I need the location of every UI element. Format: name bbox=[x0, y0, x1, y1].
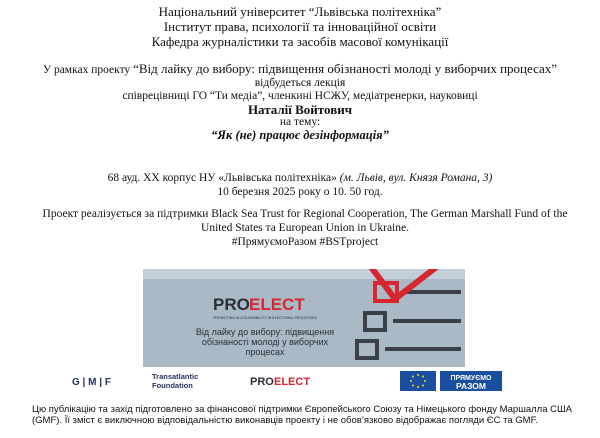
lecture-announcement bbox=[0, 62, 600, 142]
eu-flag-icon bbox=[400, 371, 436, 391]
partner-logos bbox=[70, 370, 550, 392]
department-name: Кафедра журналістики та засобів масової комунікації bbox=[151, 34, 449, 49]
speaker-description: співрецівниці ГО “Ти медіа”, членкині НСЖУ, медіатренерки, науковиці bbox=[122, 90, 478, 102]
banner-brand-elect: ELECT bbox=[249, 295, 305, 314]
venue-room: 68 ауд. XX корпус НУ «Львівська політехніка» bbox=[107, 172, 337, 184]
support-text: Проект реалізується за підтримки Black Sea Trust for Regional Cooperation, The German Marshall Fund of the United States та European Union in Ukraine. bbox=[42, 208, 568, 234]
banner-graphic bbox=[143, 269, 465, 367]
event-datetime: 10 березня 2025 року о 10. 50 год. bbox=[217, 186, 383, 198]
transatlantic-logo-line1: Transatlantic bbox=[152, 372, 199, 381]
gmf-logo: G | M | F bbox=[72, 377, 111, 388]
lecture-topic: “Як (не) працює дезінформація” bbox=[211, 128, 389, 142]
university-name: Національний університет “Львівська політехніка” bbox=[158, 4, 442, 19]
venue-address: (м. Львів, вул. Князя Романа, 3) bbox=[339, 172, 493, 184]
institution-header bbox=[0, 4, 600, 49]
banner-caption-line3: процесах bbox=[245, 347, 285, 357]
project-title: “Від лайку до вибору: підвищення обізнаності молоді у виборчих процесах” bbox=[133, 61, 558, 76]
topic-label: на тему: bbox=[279, 116, 321, 128]
eu-logo-line1: ПРЯМУЄМО bbox=[450, 375, 492, 382]
lecture-line: відбудеться лекція bbox=[254, 77, 346, 89]
banner-tagline: PROMOTING ACCOUNTABILITY IN ELECTORAL PROCESSES bbox=[213, 316, 317, 320]
funding-disclaimer: Цю публікацію та захід підготовлено за фінансової підтримки Європейського Союзу та Німецького фонду Маршалла США (GMF). Її зміст є виключною відповідальністю виконавців проекту і не обов’язково відображає погляди ЄС та GMF. bbox=[32, 404, 573, 426]
project-prefix: У рамках проекту bbox=[42, 64, 131, 76]
transatlantic-logo-line2: Foundation bbox=[152, 381, 193, 390]
support-statement bbox=[40, 207, 570, 249]
banner-caption-line1: Від лайку до вибору: підвищення bbox=[195, 327, 335, 337]
speaker-name: Наталії Войтович bbox=[247, 102, 353, 117]
banner-brand-pro: PRO bbox=[213, 295, 250, 314]
proelect-logo-elect: ELECT bbox=[274, 376, 311, 388]
proelect-logo-pro: PRO bbox=[250, 376, 274, 388]
institute-name: Інститут права, психології та інноваційної освіти bbox=[163, 19, 437, 34]
eu-logo-line2: РАЗОМ bbox=[456, 381, 486, 391]
partner-logos-graphic bbox=[70, 370, 550, 392]
banner-caption-line2: обізнаності молоді у виборчих bbox=[201, 337, 329, 347]
venue-info bbox=[0, 171, 600, 199]
hashtags: #ПрямуємоРазом #BSTproject bbox=[231, 236, 379, 248]
proelect-banner bbox=[143, 269, 465, 367]
